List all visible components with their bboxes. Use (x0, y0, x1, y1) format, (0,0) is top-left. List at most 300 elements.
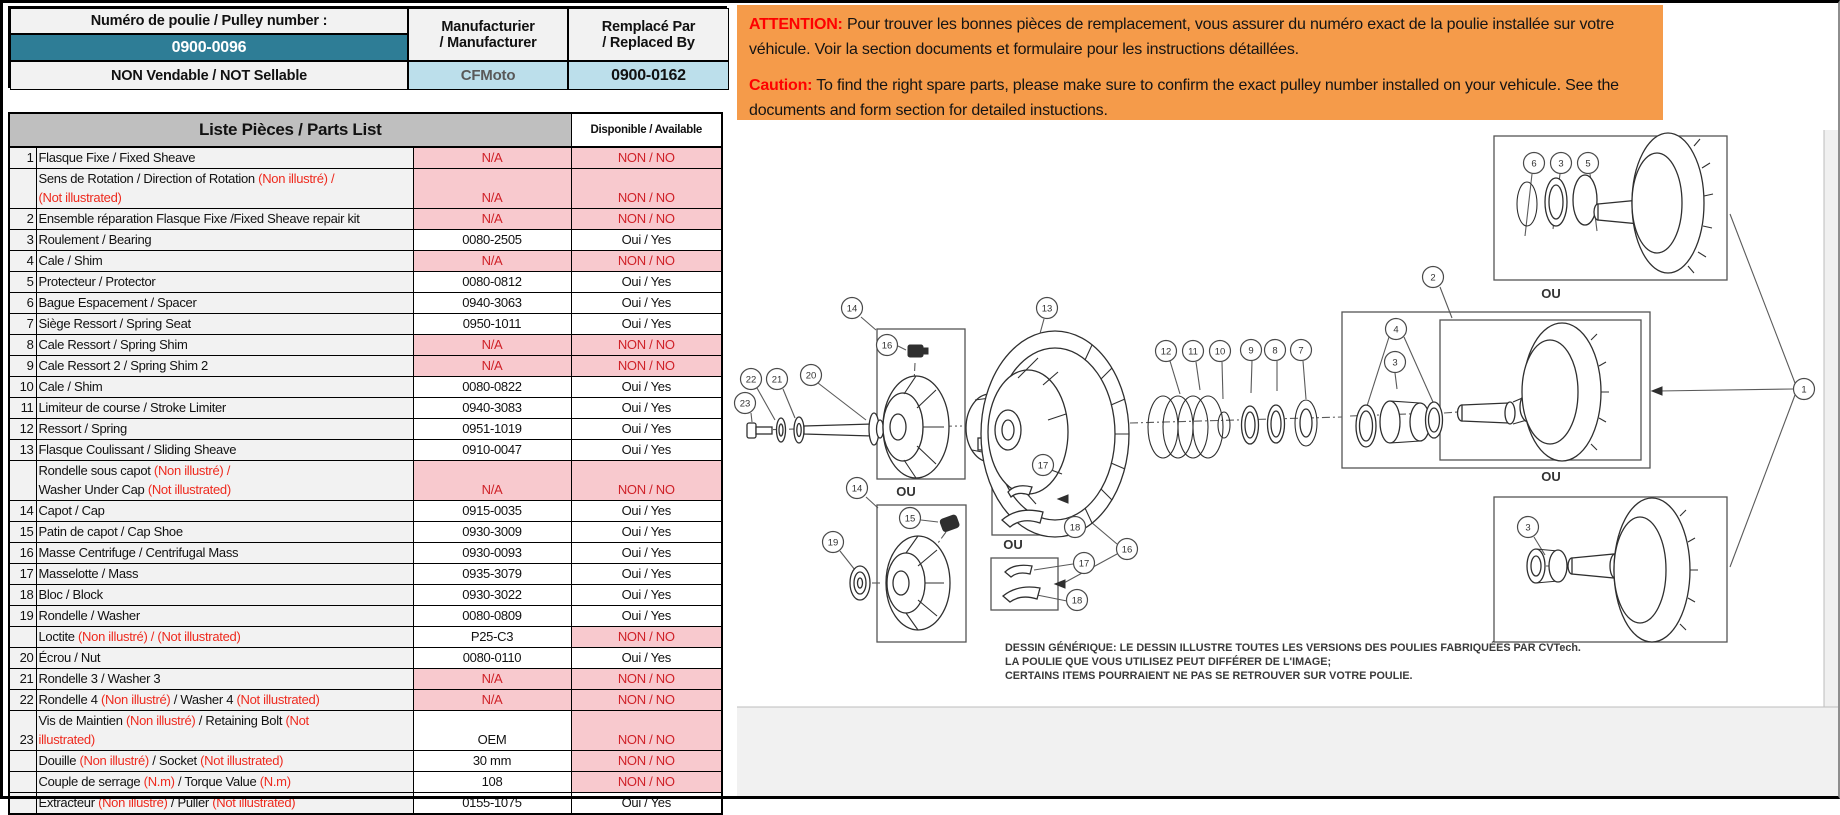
callout-leader-line (1251, 361, 1252, 393)
generic-drawing-note: CERTAINS ITEMS POURRAIENT NE PAS SE RETROUVER SUR VOTRE POULIE. (1005, 670, 1413, 682)
part-name-text: Ressort / Spring (38, 421, 127, 436)
part-number: 0080-0809 (413, 606, 571, 627)
pulley-parts-drawing (747, 133, 1713, 642)
part-name-text: Rondelle 3 / Washer 3 (38, 671, 161, 686)
part-name (36, 230, 413, 251)
callout-3 (1551, 153, 1572, 174)
availability: Oui / Yes (571, 419, 722, 440)
part-number: P25-C3 (413, 627, 571, 648)
part-name (36, 690, 413, 711)
callout-19 (823, 532, 844, 553)
part-name (36, 356, 413, 377)
part-name-text: / Puller (167, 795, 213, 810)
table-row (9, 793, 722, 815)
availability: Oui / Yes (571, 501, 722, 522)
callout-18 (1067, 590, 1088, 611)
arrowhead (1652, 387, 1662, 395)
part-name-text: / Torque Value (174, 774, 260, 789)
callout-18 (1065, 517, 1086, 538)
part-number: N/A (413, 209, 571, 230)
row-num: 16 (9, 543, 36, 564)
callout-12 (1156, 341, 1177, 362)
svg-text:3: 3 (1558, 158, 1564, 170)
table-row (9, 669, 722, 690)
replaced-label-fr: Remplacé Par (601, 18, 696, 35)
callout-7 (1291, 340, 1312, 361)
part-name (36, 209, 413, 230)
table-row (9, 272, 722, 293)
part-name-note: (Not illustrated) (147, 482, 231, 497)
availability: Oui / Yes (571, 230, 722, 251)
pulley-info-table (8, 6, 727, 88)
part-name-note: (Not illustrated) (236, 692, 320, 707)
svg-text:12: 12 (1160, 346, 1172, 358)
svg-text:16: 16 (1121, 544, 1133, 556)
pulley-number-value: 0900-0096 (10, 34, 408, 61)
part-name-text: Rondelle / Washer (38, 608, 140, 623)
svg-text:10: 10 (1214, 346, 1226, 358)
callout-15 (900, 508, 921, 529)
callout-leader-line (783, 389, 795, 418)
table-row (9, 335, 722, 356)
part-name-note: illustrated) (38, 732, 95, 747)
callout-leader-line (1440, 287, 1452, 318)
callout-8 (1265, 340, 1286, 361)
attention-label: ATTENTION: (749, 16, 843, 33)
axis-dash-line (1444, 412, 1458, 413)
availability: NON / NO (571, 335, 722, 356)
svg-text:6: 6 (1531, 158, 1537, 170)
callout-9 (1241, 340, 1262, 361)
row-num: 10 (9, 377, 36, 398)
part-number: 0915-0035 (413, 501, 571, 522)
availability: NON / NO (571, 251, 722, 272)
part-name (36, 501, 413, 522)
bottom-margin (737, 707, 1838, 796)
callout-leader-line (1196, 362, 1200, 390)
callout-leader-line (1037, 595, 1067, 601)
callout-4 (1386, 319, 1407, 340)
part-name-note: (Non illustré) (98, 795, 168, 810)
svg-text:7: 7 (1298, 345, 1304, 357)
table-row (9, 209, 722, 230)
part-name-text: / Washer 4 (170, 692, 237, 707)
part-name-text: Bague Espacement / Spacer (38, 295, 197, 310)
table-row (9, 585, 722, 606)
part-name-text: Rondelle 4 (38, 692, 101, 707)
part-name-note: (N.m) (143, 774, 175, 789)
row-num: 2 (9, 209, 36, 230)
row-num: 4 (9, 251, 36, 272)
part-name-text: Douille (38, 753, 80, 768)
availability: Oui / Yes (571, 440, 722, 461)
svg-text:21: 21 (771, 374, 783, 386)
row-num (9, 793, 36, 815)
part-name-note: (Not illustrated) (212, 795, 296, 810)
availability: NON / NO (571, 669, 722, 690)
callout-leader-line (898, 346, 906, 350)
row-num: 21 (9, 669, 36, 690)
part-number: 0080-2505 (413, 230, 571, 251)
callout-leader-line (861, 317, 876, 330)
part-name-text: Cale Ressort / Spring Shim (38, 337, 188, 352)
part-number: N/A (413, 251, 571, 272)
row-num: 15 (9, 522, 36, 543)
part-name-text: Cale / Shim (38, 379, 103, 394)
replaced-by-value: 0900-0162 (568, 61, 729, 90)
callout-17 (1033, 455, 1054, 476)
table-row (9, 751, 722, 772)
svg-text:23: 23 (739, 398, 751, 410)
svg-text:3: 3 (1392, 357, 1398, 369)
callout-14 (842, 298, 863, 319)
table-row (9, 251, 722, 272)
part-name (36, 335, 413, 356)
svg-text:4: 4 (1393, 324, 1399, 336)
part-name-text: Loctite (38, 629, 79, 644)
row-num: 1 (9, 147, 36, 169)
row-num: 22 (9, 690, 36, 711)
svg-text:18: 18 (1069, 522, 1081, 534)
ou-label: OU (1541, 469, 1561, 484)
row-num: 8 (9, 335, 36, 356)
part-name-text: Roulement / Bearing (38, 232, 152, 247)
callout-14 (847, 478, 868, 499)
callout-leader-line (757, 388, 775, 420)
part-name (36, 585, 413, 606)
part-name-text: Ensemble réparation Flasque Fixe /Fixed Sheave repair kit (38, 211, 360, 226)
part-name-text: Limiteur de course / Stroke Limiter (38, 400, 226, 415)
callout-leader-line (1658, 389, 1793, 391)
caution-paragraph-en (749, 73, 1651, 123)
row-num: 23 (9, 711, 36, 751)
ou-label: OU (1003, 537, 1023, 552)
caution-text: To find the right spare parts, please make sure to confirm the exact pulley number installed on your vehicule. See the documents and form section for detailed instuctions. (749, 77, 1619, 119)
table-row (9, 772, 722, 793)
row-num: 11 (9, 398, 36, 419)
part-name-text: Bloc / Block (38, 587, 103, 602)
part-number: 0930-3009 (413, 522, 571, 543)
part-name (36, 543, 413, 564)
part-name (36, 522, 413, 543)
svg-text:19: 19 (827, 537, 839, 549)
part-name-note: (N.m) (259, 774, 291, 789)
callout-leader-line (1367, 337, 1389, 406)
availability: Oui / Yes (571, 648, 722, 669)
parts-list-title: Liste Pièces / Parts List (9, 113, 571, 147)
row-num (9, 751, 36, 772)
part-name (36, 147, 413, 169)
row-num: 5 (9, 272, 36, 293)
part-name-text: Washer Under Cap (38, 482, 148, 497)
row-num: 3 (9, 230, 36, 251)
part-name (36, 419, 413, 440)
table-row (9, 169, 722, 209)
part-number: 108 (413, 772, 571, 793)
part-number: N/A (413, 461, 571, 501)
table-row (9, 501, 722, 522)
callout-11 (1183, 341, 1204, 362)
part-name-text: / Retaining Bolt (195, 713, 286, 728)
callout-2 (1423, 267, 1444, 288)
part-name (36, 772, 413, 793)
part-name-note: (Non illustré) (79, 753, 149, 768)
part-name-text: Rondelle sous capot (38, 463, 154, 478)
part-name (36, 751, 413, 772)
part-name-note: (Non illustré) / (Not illustrated) (78, 629, 241, 644)
arrowhead (1055, 580, 1065, 588)
part-name-text: Capot / Cap (38, 503, 105, 518)
callout-22 (741, 369, 762, 390)
callout-leader-line (866, 497, 878, 508)
part-name-text: Flasque Coulissant / Sliding Sheave (38, 442, 237, 457)
availability: Oui / Yes (571, 543, 722, 564)
part-name (36, 169, 413, 209)
svg-text:16: 16 (881, 340, 893, 352)
part-name-text: Flasque Fixe / Fixed Sheave (38, 150, 196, 165)
availability: Oui / Yes (571, 564, 722, 585)
svg-text:2: 2 (1430, 272, 1436, 284)
svg-text:17: 17 (1037, 460, 1049, 472)
part-number: OEM (413, 711, 571, 751)
part-name (36, 377, 413, 398)
part-name-text: Couple de serrage (38, 774, 144, 789)
right-margin (1824, 130, 1838, 707)
attention-text: Pour trouver les bonnes pièces de remplacement, vous assurer du numéro exact de la poulie installée sur votre véhicule. Voir la section documents et formulaire pour les instructions détaillées. (749, 16, 1615, 58)
svg-text:8: 8 (1272, 345, 1278, 357)
part-name (36, 314, 413, 335)
part-name-note: (Non illustré) / (153, 463, 231, 478)
part-name-note: (Non illustré) / (258, 171, 335, 186)
callout-leader-line (751, 413, 752, 422)
manufacturer-label-en: / Manufacturer (439, 34, 537, 51)
part-name (36, 711, 413, 751)
part-name (36, 398, 413, 419)
row-num: 17 (9, 564, 36, 585)
attention-notice (737, 5, 1663, 120)
availability: Oui / Yes (571, 793, 722, 815)
generic-drawing-note: DESSIN GÉNÉRIQUE: LE DESSIN ILLUSTRE TOUTES LES VERSIONS DES POULIES FABRIQUÉES PAR CVTech. (1005, 642, 1581, 654)
callout-16 (877, 335, 898, 356)
callout-6 (1524, 153, 1545, 174)
callout-leader-line (921, 520, 938, 522)
part-name-text: Sens de Rotation / Direction of Rotation (38, 171, 259, 186)
part-name-text: Vis de Maintien (38, 713, 126, 728)
ou-label: OU (1541, 286, 1561, 301)
callout-leader-line (818, 383, 866, 420)
availability: Oui / Yes (571, 606, 722, 627)
availability: Oui / Yes (571, 272, 722, 293)
svg-text:3: 3 (1525, 522, 1531, 534)
availability: NON / NO (571, 356, 722, 377)
table-row (9, 314, 722, 335)
table-row (9, 419, 722, 440)
availability: NON / NO (571, 169, 722, 209)
availability: NON / NO (571, 772, 722, 793)
callout-20 (801, 365, 822, 386)
table-row (9, 606, 722, 627)
parts-list-header-row (9, 113, 722, 147)
replaced-by-header (568, 8, 729, 61)
svg-text:9: 9 (1248, 345, 1254, 357)
table-row (9, 690, 722, 711)
row-num: 9 (9, 356, 36, 377)
part-name-note: (Not illustrated) (200, 753, 284, 768)
callout-leader-line (840, 551, 855, 570)
svg-text:14: 14 (851, 483, 863, 495)
part-name (36, 564, 413, 585)
part-number: N/A (413, 147, 571, 169)
svg-text:14: 14 (846, 303, 858, 315)
part-name-note: (Not (285, 713, 309, 728)
availability: Oui / Yes (571, 522, 722, 543)
part-name-text: Patin de capot / Cap Shoe (38, 524, 183, 539)
part-name-note: (Non illustré) (125, 713, 196, 728)
ou-label: OU (896, 484, 916, 499)
part-number: N/A (413, 356, 571, 377)
part-name (36, 669, 413, 690)
part-name-note: (Not illustrated) (38, 190, 122, 205)
part-number: N/A (413, 335, 571, 356)
svg-text:1: 1 (1801, 384, 1807, 396)
callout-13 (1037, 298, 1058, 319)
attention-paragraph-fr (749, 12, 1651, 62)
svg-text:13: 13 (1041, 303, 1053, 315)
part-number: 0910-0047 (413, 440, 571, 461)
part-name-text: Extracteur (38, 795, 99, 810)
availability: Oui / Yes (571, 398, 722, 419)
availability: Oui / Yes (571, 585, 722, 606)
table-row (9, 648, 722, 669)
svg-text:20: 20 (805, 370, 817, 382)
row-num (9, 772, 36, 793)
availability: Oui / Yes (571, 377, 722, 398)
part-name (36, 461, 413, 501)
part-number: N/A (413, 690, 571, 711)
part-number: 0930-3022 (413, 585, 571, 606)
part-name (36, 293, 413, 314)
table-row (9, 377, 722, 398)
table-row (9, 398, 722, 419)
part-name (36, 251, 413, 272)
row-num: 12 (9, 419, 36, 440)
table-row (9, 564, 722, 585)
callout-leader-line (1404, 337, 1433, 402)
callout-leader-line (1170, 361, 1180, 394)
sellable-status: NON Vendable / NOT Sellable (10, 61, 408, 90)
part-number: 0930-0093 (413, 543, 571, 564)
table-row (9, 522, 722, 543)
availability: NON / NO (571, 690, 722, 711)
availability: NON / NO (571, 461, 722, 501)
availability: NON / NO (571, 147, 722, 169)
part-name (36, 627, 413, 648)
part-name-text: Siège Ressort / Spring Seat (38, 316, 191, 331)
part-name-text: / Socket (148, 753, 201, 768)
part-number: 0935-3079 (413, 564, 571, 585)
row-num: 6 (9, 293, 36, 314)
part-name (36, 793, 413, 815)
replaced-label-en: / Replaced By (602, 34, 695, 51)
availability: NON / NO (571, 627, 722, 648)
table-row (9, 230, 722, 251)
part-number: 0951-1019 (413, 419, 571, 440)
part-name (36, 440, 413, 461)
table-row (9, 711, 722, 751)
row-num (9, 461, 36, 501)
part-number: N/A (413, 669, 571, 690)
part-name (36, 648, 413, 669)
svg-text:5: 5 (1585, 158, 1591, 170)
callout-17 (1074, 553, 1095, 574)
part-number: 0950-1011 (413, 314, 571, 335)
part-name-note: (Non illustré) (100, 692, 171, 707)
callout-23 (735, 393, 756, 414)
svg-text:15: 15 (904, 513, 916, 525)
table-row (9, 356, 722, 377)
part-name-text: Cale Ressort 2 / Spring Shim 2 (38, 358, 208, 373)
part-number: 0080-0812 (413, 272, 571, 293)
diagram-svg (733, 120, 1838, 796)
row-num (9, 169, 36, 209)
part-number: 0080-0822 (413, 377, 571, 398)
part-name (36, 606, 413, 627)
part-number: 30 mm (413, 751, 571, 772)
manufacturer-header (408, 8, 568, 61)
part-name-text: Cale / Shim (38, 253, 103, 268)
svg-text:11: 11 (1188, 346, 1198, 358)
table-row (9, 147, 722, 169)
callout-1 (1794, 379, 1815, 400)
callout-leader-line (1222, 362, 1223, 399)
svg-text:18: 18 (1071, 595, 1083, 607)
callout-leader-line (1730, 395, 1795, 567)
svg-text:22: 22 (745, 374, 757, 386)
table-row (9, 440, 722, 461)
part-number: N/A (413, 169, 571, 209)
table-row (9, 627, 722, 648)
callout-5 (1578, 153, 1599, 174)
table-row (9, 461, 722, 501)
part-name (36, 272, 413, 293)
callout-3 (1518, 517, 1539, 538)
row-num: 14 (9, 501, 36, 522)
callout-leader-line (1395, 373, 1397, 389)
callout-3 (1385, 352, 1406, 373)
callout-leader-line (1034, 564, 1073, 570)
part-number: 0940-3063 (413, 293, 571, 314)
row-num: 7 (9, 314, 36, 335)
exploded-diagram (733, 120, 1838, 796)
part-number: 0155-1075 (413, 793, 571, 815)
row-num (9, 627, 36, 648)
part-number: 0080-0110 (413, 648, 571, 669)
svg-text:17: 17 (1078, 558, 1090, 570)
part-name-text: Protecteur / Protector (38, 274, 156, 289)
table-row (9, 293, 722, 314)
availability: Oui / Yes (571, 314, 722, 335)
manufacturer-label-fr: Manufacturier (441, 18, 535, 35)
row-num: 19 (9, 606, 36, 627)
callout-leader-line (1303, 361, 1306, 399)
table-row (9, 543, 722, 564)
part-name-text: Masselotte / Mass (38, 566, 139, 581)
available-column-header: Disponible / Available (571, 113, 722, 147)
pulley-number-label: Numéro de poulie / Pulley number : (10, 8, 408, 34)
parts-list-table (8, 112, 723, 815)
caution-label: Caution: (749, 77, 813, 94)
callout-10 (1210, 341, 1231, 362)
